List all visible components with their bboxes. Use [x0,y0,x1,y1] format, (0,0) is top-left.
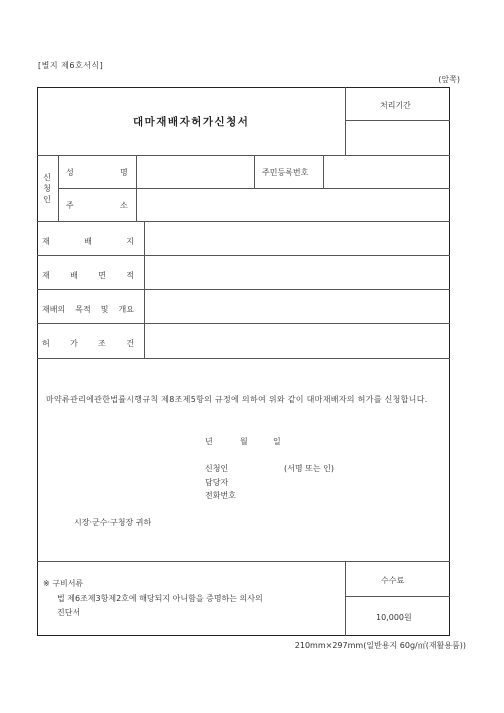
name-label-1: 성 [66,168,74,177]
purpose-label: 재배의 목적 및 개요 [42,305,134,314]
row-line [37,358,450,359]
title-divider [345,87,346,155]
fee-value: 10,000원 [376,613,412,622]
row-line [37,155,450,156]
address-field[interactable] [138,192,446,218]
row-line [37,289,450,290]
applicant-label: 신청인 [43,173,51,204]
processing-divider [345,120,450,121]
fee-divider [345,561,346,636]
col-divider [254,155,255,188]
documents-item: 법 제6조제3항제2호에 해당되지 아니함을 증명하는 의사의 [57,594,263,603]
conditions-field[interactable] [148,328,446,354]
front-side-label: (앞쪽) [438,75,460,84]
fee-row-line [345,596,450,597]
cultivation-site-label: 재 배 지 [42,237,134,246]
row-line [37,323,450,324]
documents-item-cont: 진단서 [57,608,81,617]
processing-period-label: 처리기간 [380,101,411,110]
paper-spec: 210mm×297mm(일반용지 60g/㎡(재활용품)) [294,641,466,650]
cultivation-area-label: 재 배 면 적 [42,271,134,280]
label-divider [136,155,137,221]
date-month-label: 월 [240,437,248,446]
row-line [37,561,450,562]
row-line [37,255,450,256]
processing-period-value [347,124,447,152]
form-title: 대마재배자허가신청서 [133,116,250,128]
cultivation-area-field[interactable] [148,260,446,286]
fee-label: 수수료 [381,576,405,585]
signature-note: (서명 또는 인) [284,464,334,473]
applicant-sign-label: 신청인 [205,464,229,473]
application-statement: 마약류관리에관한법률시행규칙 제8조제5항의 규정에 의하여 위와 같이 대마재배자의 허가를 신청합니다. [46,395,428,404]
address-label-1: 주 [66,201,74,210]
row-line [58,188,450,189]
name-field[interactable] [138,160,252,186]
conditions-label: 허 가 조 건 [42,339,134,348]
address-label-2: 소 [120,201,128,210]
addressee: 시장·군수·구청장 귀하 [74,518,152,527]
cultivation-site-field[interactable] [148,226,446,252]
resident-number-field[interactable] [325,160,447,186]
date-day-label: 일 [273,437,281,446]
name-label-2: 명 [120,168,128,177]
row-line [37,221,450,222]
documents-heading: ※ 구비서류 [43,579,84,588]
phone-label: 전화번호 [205,491,236,500]
date-year-label: 년 [205,437,213,446]
purpose-field[interactable] [148,294,446,320]
resident-number-label: 주민등록번호 [262,168,309,177]
form-number: [별지 제6호서식] [38,61,104,70]
person-in-charge-label: 담당자 [205,478,229,487]
col-divider [323,155,324,188]
